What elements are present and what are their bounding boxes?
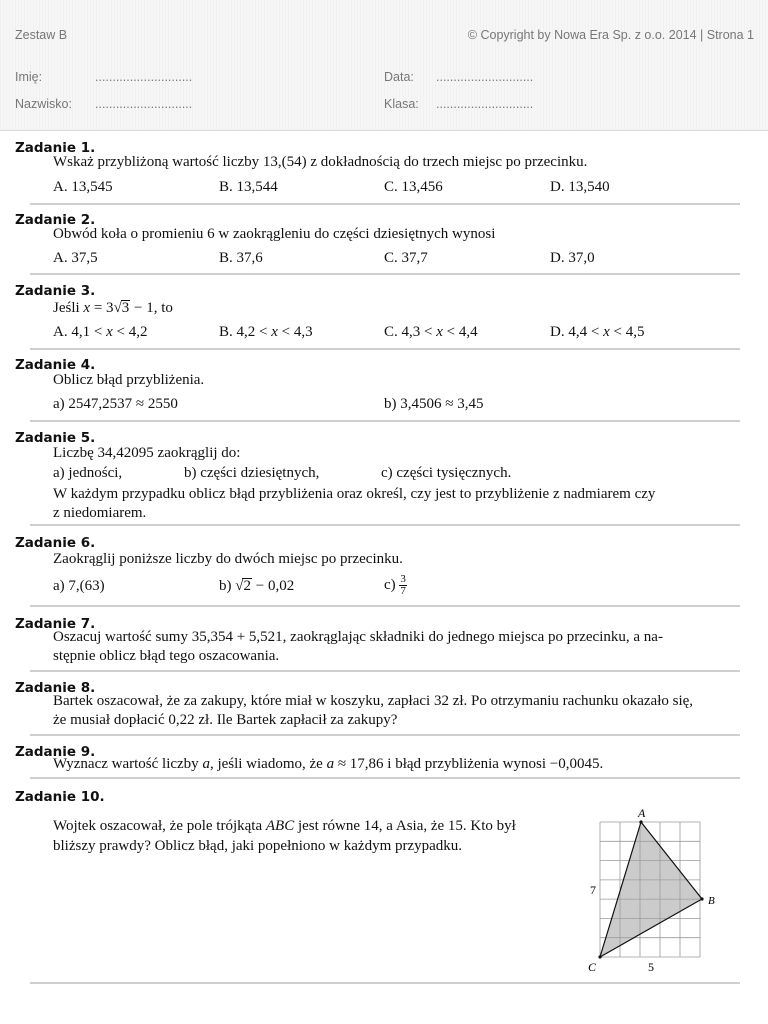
task-1-option-a[interactable]: A. 13,545 [53, 179, 113, 195]
task-10-text [53, 818, 516, 835]
task-10-text-2: bliższy prawdy? Oblicz błąd, jaki popełniono w każdym przypadku. [53, 838, 463, 854]
task-1-option-b[interactable]: B. 13,544 [219, 179, 278, 195]
width-label: 5 [648, 960, 654, 974]
task-8-text-2: że musiał dopłacić 0,22 zł. Ile Bartek zapłacił za zakupy? [53, 712, 398, 728]
option-high: 4,5 [625, 324, 645, 340]
task-6-item-c [384, 574, 407, 597]
less-than: < [255, 324, 272, 340]
option-label: D. [550, 324, 565, 340]
vertex-c-label: C [588, 960, 597, 974]
less-than: < [442, 324, 459, 340]
date-label: Data: [384, 70, 414, 84]
less-than: < [90, 324, 107, 340]
task-1-option-d[interactable]: D. 13,540 [550, 179, 610, 195]
task-4-text: Oblicz błąd przybliżenia. [53, 372, 205, 388]
task-9-title: Zadanie 9. [15, 744, 96, 760]
separator [30, 670, 740, 672]
option-low: 4,3 [401, 324, 421, 340]
option-high: 4,2 [128, 324, 148, 340]
task-3-root: 3 [121, 300, 130, 316]
vertex-c-dot [598, 955, 601, 958]
triangle-name: ABC [265, 818, 295, 834]
task-10-text-before: Wojtek oszacował, że pole trójkąta [53, 818, 266, 834]
task-1-title: Zadanie 1. [15, 140, 96, 156]
option-label: A. [53, 324, 68, 340]
date-field[interactable]: ............................ [436, 70, 534, 84]
worksheet-header [0, 0, 768, 131]
fraction-numerator: 3 [400, 573, 406, 585]
surname-label: Nazwisko: [15, 97, 72, 111]
task-4-item-b: b) 3,4506 ≈ 3,45 [384, 396, 484, 412]
task-8-text: Bartek oszacował, że za zakupy, które miał w koszyku, zapłaci 32 zł. Po otrzymaniu rachunku okazało się, [53, 693, 694, 709]
height-label: 7 [590, 883, 596, 897]
option-high: 4,3 [293, 324, 313, 340]
separator [30, 605, 740, 607]
task-2-text: Obwód koła o promieniu 6 w zaokrągleniu do części dziesiętnych wynosi [53, 226, 496, 242]
task-4-title: Zadanie 4. [15, 357, 96, 373]
task-3-option-d[interactable] [550, 324, 644, 341]
separator [30, 777, 740, 779]
fraction-denominator: 7 [400, 585, 406, 597]
task-5-item-c: c) części tysięcznych. [381, 465, 512, 481]
variable: a [326, 756, 335, 772]
task-10-text-after: jest równe 14, a Asia, że 15. Kto był [294, 818, 516, 834]
task-9-text-after: ≈ 17,86 i błąd przybliżenia wynosi −0,0045. [334, 756, 604, 772]
separator [30, 524, 740, 526]
name-field[interactable]: ............................ [95, 70, 193, 84]
task-3-text-after: − 1, to [130, 300, 173, 316]
task-3-option-c[interactable] [384, 324, 478, 341]
task-5-item-b: b) części dziesiętnych, [184, 465, 320, 481]
copyright-text: © Copyright by Nowa Era Sp. z o.o. 2014 | Strona 1 [467, 28, 754, 42]
variable: x [436, 324, 443, 340]
task-9-text-before: Wyznacz wartość liczby [53, 756, 203, 772]
task-3-text-mid: = 3 [90, 300, 114, 316]
variable: x [106, 324, 113, 340]
task-8-title: Zadanie 8. [15, 680, 96, 696]
option-label: B. [219, 324, 233, 340]
surname-field[interactable]: ............................ [95, 97, 193, 111]
triangle-grid-figure [580, 800, 730, 980]
task-6-text: Zaokrąglij poniższe liczby do dwóch miejsc po przecinku. [53, 551, 403, 567]
item-rest: − 0,02 [251, 578, 295, 594]
task-6-item-b: b) √2 − 0,02 [219, 578, 295, 594]
option-low: 4,1 [71, 324, 91, 340]
task-7-text-2: stępnie oblicz błąd tego oszacowania. [53, 648, 280, 664]
item-label: c) [384, 577, 400, 593]
task-1-option-c[interactable]: C. 13,456 [384, 179, 443, 195]
task-4-item-a: a) 2547,2537 ≈ 2550 [53, 396, 178, 412]
vertex-b-dot [700, 897, 703, 900]
task-7-text: Oszacuj wartość sumy 35,354 + 5,521, zaokrąglając składniki do jednego miejsca po przecinku, a na- [53, 629, 663, 645]
task-3-title: Zadanie 3. [15, 283, 96, 299]
less-than: < [112, 324, 129, 340]
less-than: < [277, 324, 294, 340]
variable: a [202, 756, 210, 772]
vertex-b-label: B [708, 895, 715, 907]
task-5-item-a: a) jedności, [53, 465, 123, 481]
task-3-option-b[interactable] [219, 324, 313, 341]
less-than: < [609, 324, 626, 340]
set-label: Zestaw B [15, 28, 68, 42]
vertex-a-label: A [638, 806, 646, 820]
task-1-text: Wskaż przybliżoną wartość liczby 13,(54) z dokładnością do trzech miejsc po przecinku. [53, 154, 588, 170]
separator [30, 982, 740, 984]
task-2-option-c[interactable]: C. 37,7 [384, 250, 428, 266]
separator [30, 273, 740, 275]
root-value: 2 [243, 578, 251, 594]
class-label: Klasa: [384, 97, 419, 111]
task-2-option-a[interactable]: A. 37,5 [53, 250, 98, 266]
task-2-option-b[interactable]: B. 37,6 [219, 250, 263, 266]
task-3-text-before: Jeśli [53, 300, 84, 316]
separator [30, 420, 740, 422]
task-3-variable: x [83, 300, 91, 316]
separator [30, 348, 740, 350]
less-than: < [420, 324, 437, 340]
option-label: C. [384, 324, 398, 340]
option-high: 4,4 [458, 324, 478, 340]
variable: x [603, 324, 610, 340]
task-5-text-3: z niedomiarem. [53, 505, 147, 521]
class-field[interactable]: ............................ [436, 97, 534, 111]
item-label: b) [219, 578, 236, 594]
vertex-a-dot [639, 820, 642, 823]
option-low: 4,2 [236, 324, 256, 340]
task-3-option-a[interactable] [53, 324, 147, 341]
fraction [399, 574, 407, 597]
task-5-text-2: W każdym przypadku oblicz błąd przybliżenia oraz określ, czy jest to przybliżenie z nadmiarem czy [53, 486, 656, 502]
task-5-text: Liczbę 34,42095 zaokrąglij do: [53, 445, 241, 461]
task-7-title: Zadanie 7. [15, 616, 96, 632]
task-9-text [53, 756, 603, 773]
task-3-text: Jeśli x = 3√3 − 1, to [53, 300, 173, 316]
separator [30, 734, 740, 736]
option-low: 4,4 [568, 324, 588, 340]
name-label: Imię: [15, 70, 43, 84]
less-than: < [587, 324, 604, 340]
task-2-title: Zadanie 2. [15, 212, 96, 228]
variable: x [271, 324, 278, 340]
triangle-abc [600, 822, 702, 957]
task-6-item-a: a) 7,(63) [53, 578, 105, 594]
task-5-title: Zadanie 5. [15, 430, 96, 446]
task-9-text-mid: , jeśli wiadomo, że [209, 756, 327, 772]
task-6-title: Zadanie 6. [15, 535, 96, 551]
task-2-option-d[interactable]: D. 37,0 [550, 250, 595, 266]
separator [30, 203, 740, 205]
task-10-title: Zadanie 10. [15, 789, 105, 805]
